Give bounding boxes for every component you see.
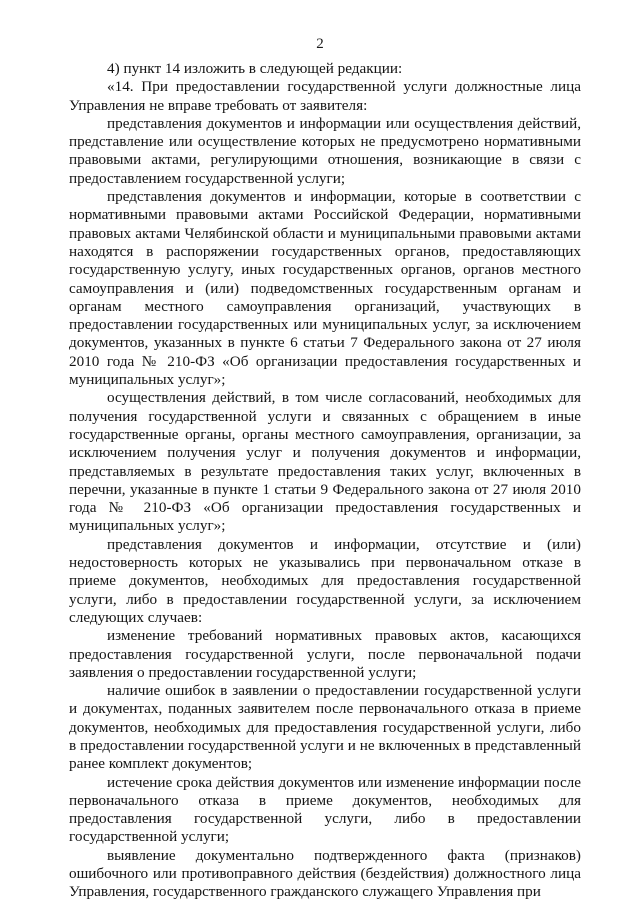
paragraph-exception-errors: наличие ошибок в заявлении о предоставлении государственной услуги и документах, поданных заявителем после первоначального отказа в приеме документов, необходимых для предоставления государственной услуги, либо в предоставлении государственной услуги и не включенных в представленный ранее комплект документов; bbox=[69, 682, 581, 773]
paragraph-not-required-actions: представления документов и информации или осуществления действий, представление или осуществление которых не предусмотрено нормативными правовыми актами, регулирующими отношения, возникающие в связи с предоставлением государственной услуги; bbox=[69, 114, 581, 187]
page-number: 2 bbox=[316, 36, 324, 52]
paragraph-item-14-heading: «14. При предоставлении государственной услуги должностные лица Управления не вправе требовать от заявителя: bbox=[69, 78, 581, 114]
paragraph-exception-requirements-change: изменение требований нормативных правовых актов, касающихся предоставления государственной услуги, после первоначальной подачи заявления о предоставлении государственной услуги; bbox=[69, 627, 581, 681]
paragraph-exception-expiry: истечение срока действия документов или изменение информации после первоначального отказа в приеме документов, необходимых для предоставления государственной услуги, либо в предоставлении государственной услуги; bbox=[69, 773, 581, 846]
paragraph-documents-in-possession: представления документов и информации, которые в соответствии с нормативными правовыми актами Российской Федерации, нормативными правовых актами Челябинской области и муниципальными правовыми актами находятся в распоряжении государственных органов, предоставляющих государственную услугу, иных государственных органов, органов местного самоуправления и (или) подведомственных государственным органам и органам местного самоуправления организаций, участвующих в предоставлении государственных или муниципальных услуг, за исключением документов, указанных в пункте 6 статьи 7 Федерального закона от 27 июля 2010 года № 210-ФЗ «Об организации предоставления государственных и муниципальных услуг»; bbox=[69, 188, 581, 389]
paragraph-exception-misconduct: выявление документально подтвержденного факта (признаков) ошибочного или противоправного действия (бездействия) должностного лица Управления, государственного гражданского служащего Управления при bbox=[69, 846, 581, 901]
document-body bbox=[69, 60, 581, 902]
paragraph-approvals: осуществления действий, в том числе согласований, необходимых для получения государственной услуги и связанных с обращением в иные государственные органы, органы местного самоуправления, организации, за исключением получения услуг и получения документов и информации, представляемых в результате предоставления таких услуг, включенных в перечни, указанные в пункте 1 статьи 9 Федерального закона от 27 июля 2010 года № 210-ФЗ «Об организации предоставления государственных и муниципальных услуг»; bbox=[69, 389, 581, 535]
paragraph-amendment-intro: 4) пункт 14 изложить в следующей редакции: bbox=[107, 60, 403, 77]
paragraph-missing-documents: представления документов и информации, отсутствие и (или) недостоверность которых не указывались при первоначальном отказе в приеме документов, необходимых для предоставления государственной услуги, либо в предоставлении государственной услуги, за исключением следующих случаев: bbox=[69, 535, 581, 626]
